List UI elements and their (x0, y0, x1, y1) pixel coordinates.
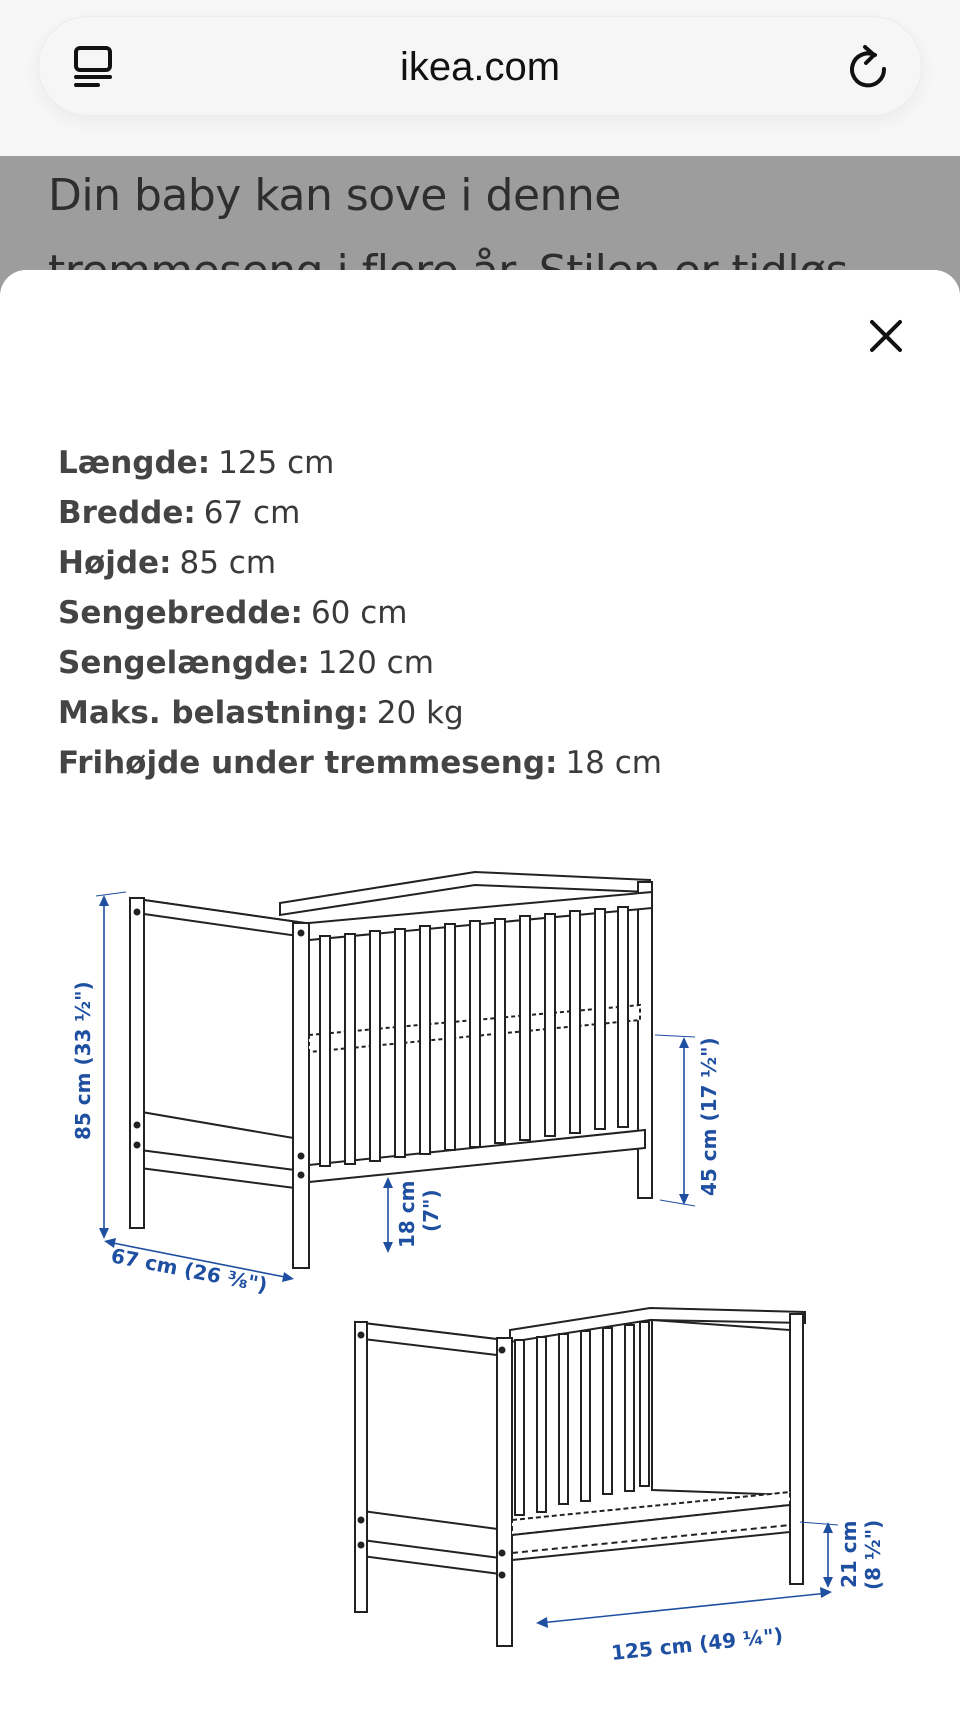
address-bar[interactable] (38, 16, 922, 116)
close-icon[interactable] (864, 314, 908, 358)
dimension-diagram (0, 830, 960, 1723)
spec-length: Længde: 125 cm (58, 445, 335, 481)
reload-icon[interactable] (845, 43, 891, 91)
spec-bed-width: Sengebredde: 60 cm (58, 595, 408, 631)
junior-bed-length-label: 125 cm (49 ¼") (610, 1623, 785, 1665)
junior-bed-base-height-inch-label: (8 ½") (861, 1519, 885, 1590)
measurements-sheet (0, 270, 960, 1723)
junior-bed-base-height-label: 21 cm (837, 1520, 861, 1588)
spec-width: Bredde: 67 cm (58, 495, 301, 531)
junior-bed-drawing (355, 1308, 805, 1646)
crib-height-label: 85 cm (33 ½") (71, 981, 95, 1140)
crib-mattress-height-label: 45 cm (17 ½") (697, 1037, 721, 1196)
description-line-1: Din baby kan sove i denne (48, 170, 621, 221)
url-text[interactable]: ikea.com (399, 45, 561, 89)
crib-clearance-inch-label: (7") (419, 1189, 443, 1232)
junior-bed-slats (515, 1322, 649, 1515)
crib-drawing (130, 872, 652, 1268)
browser-top-area (0, 0, 960, 156)
spec-max-load: Maks. belastning: 20 kg (58, 695, 464, 731)
spec-clearance: Frihøjde under tremmeseng: 18 cm (58, 745, 662, 781)
crib-width-label: 67 cm (26 ⅜") (109, 1243, 270, 1298)
crib-clearance-label: 18 cm (395, 1180, 419, 1248)
spec-list (58, 438, 662, 788)
spec-bed-length: Sengelængde: 120 cm (58, 645, 434, 681)
spec-height: Højde: 85 cm (58, 545, 277, 581)
